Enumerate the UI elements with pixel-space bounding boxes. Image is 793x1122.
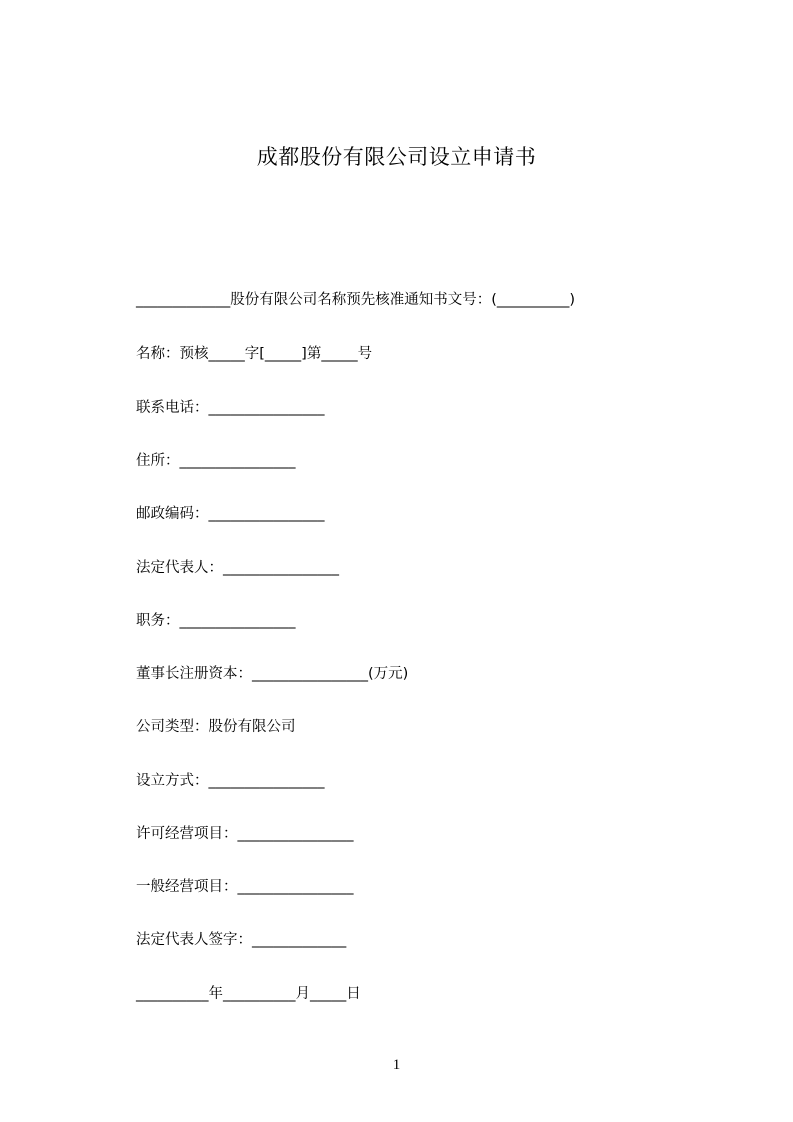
establishment-method-field: 设立方式：________________ [136,773,325,789]
page-number: 1 [392,1057,401,1073]
legal-representative-field: 法定代表人：________________ [136,560,339,576]
licensed-business-field: 许可经营项目：________________ [136,826,354,842]
name-approval-notice-number: _____________股份有限公司名称预先核准通知书文号：(__________) [136,292,576,308]
postal-code-field: 邮政编码：________________ [136,506,325,522]
address-field: 住所：________________ [136,453,296,469]
position-field: 职务：________________ [136,613,296,629]
registered-capital-field: 董事长注册资本：________________(万元) [136,666,409,682]
general-business-field: 一般经营项目：________________ [136,879,354,895]
contact-phone-field: 联系电话：________________ [136,400,325,416]
name-approval-field: 名称：预核_____字[_____]第_____号 [136,346,373,362]
date-field: __________年__________月_____日 [136,986,361,1002]
legal-representative-signature-field: 法定代表人签字：_____________ [136,932,347,948]
document-title: 成都股份有限公司设立申请书 [256,145,537,169]
company-type-field: 公司类型：股份有限公司 [136,719,296,735]
